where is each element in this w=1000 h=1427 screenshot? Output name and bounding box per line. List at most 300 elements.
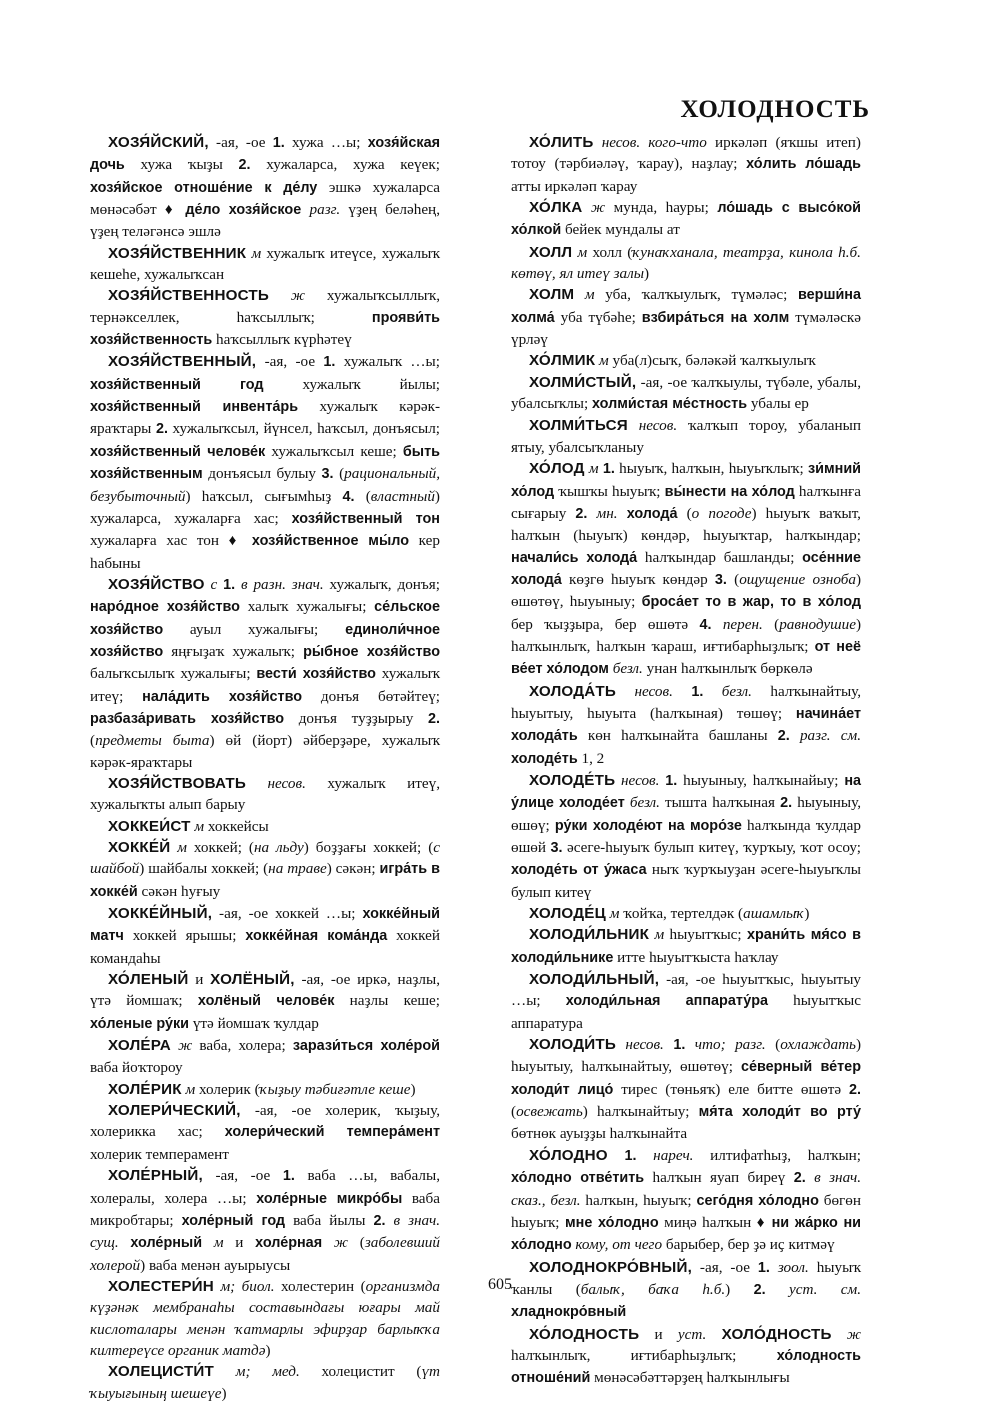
- italic-label: м: [584, 460, 599, 478]
- bold-phrase: 3.: [321, 466, 334, 483]
- text-run: иркәләп (яҡшы итеп) тотоу (тәрбиәләү, ҡарау), наҙлау;: [511, 134, 861, 173]
- text-run: холестерин (: [274, 1277, 366, 1295]
- text-run: хужа …ы;: [284, 134, 368, 151]
- headword: ХО́ЛОДНОСТЬ: [529, 1325, 640, 1343]
- italic-label: организмда күҙәнәк мембранаһы составындағы юғары май кислоталары менән ҡатмарлы эфирҙар барлыҡҡа килтереүсе органик матдә: [90, 1277, 440, 1359]
- dictionary-entry: [90, 903, 440, 969]
- bold-phrase: хо́леные ру́ки: [90, 1015, 190, 1032]
- bold-phrase: 1.: [323, 354, 336, 371]
- italic-label: властный: [370, 487, 435, 505]
- bold-phrase: холоде́ть от у́жаса: [511, 862, 647, 879]
- italic-label: в знач. сказ., безл.: [511, 1169, 861, 1209]
- dictionary-entry: [90, 1035, 440, 1079]
- bold-phrase: 1.: [624, 1147, 637, 1164]
- headword: ХОЛО́ДНОСТЬ: [721, 1325, 832, 1343]
- text-run: көҙгө һыуыҡ көндәр: [561, 570, 715, 588]
- text-run: холецистит (: [299, 1363, 422, 1381]
- headword: ХОЗЯ́ЙСТВОВАТЬ: [108, 774, 247, 792]
- bold-phrase: осе́нние холода́: [511, 549, 861, 588]
- italic-label: м: [572, 243, 588, 261]
- text-run: ) һалҡынайтыу;: [582, 1103, 699, 1121]
- italic-label: м: [649, 926, 665, 944]
- headword: ХОЛОДИ́ТЬ: [529, 1036, 616, 1054]
- running-head: ХОЛОДНОСТЬ: [680, 96, 870, 123]
- italic-label: с шайбой: [90, 839, 440, 878]
- headword: ХОЛЕ́РА: [108, 1037, 171, 1055]
- italic-label: ж: [322, 1234, 348, 1252]
- italic-label: ж: [269, 287, 306, 305]
- italic-label: кому, от чего: [571, 1236, 663, 1254]
- bold-phrase: хо́лодно отве́тить: [511, 1170, 645, 1187]
- dictionary-entry: [511, 969, 861, 1034]
- bold-phrase: начали́сь холода́: [511, 549, 638, 566]
- italic-label: равнодушие: [779, 615, 856, 633]
- italic-label: нареч.: [636, 1146, 694, 1164]
- italic-label: несов.: [615, 771, 660, 789]
- text-run: наҙлы кеше;: [334, 992, 440, 1010]
- italic-label: үт ҡыуығының шешеүе: [90, 1363, 440, 1402]
- text-run: донъя туҙҙырыу: [284, 709, 428, 727]
- dictionary-entry: [511, 284, 861, 350]
- italic-label: рациональный, безубыточный: [90, 465, 440, 505]
- text-run: (: [762, 615, 780, 633]
- bold-phrase: холоде́ть: [511, 750, 578, 767]
- headword: ХО́ЛОД: [529, 460, 585, 478]
- bold-phrase: единоли́чное хозя́йство: [90, 621, 440, 660]
- bold-phrase: мя́та холоди́т во рту́: [698, 1104, 861, 1121]
- italic-label: ашамлыҡ: [743, 905, 805, 923]
- bold-phrase: 1.: [282, 1168, 295, 1185]
- italic-label: м: [170, 839, 187, 856]
- dictionary-entry: [511, 242, 861, 285]
- headword: ХОЛОДИ́ЛЬНЫЙ,: [529, 971, 660, 989]
- dictionary-entry: [90, 351, 440, 573]
- italic-label: предметы быта: [95, 732, 210, 750]
- text-run: хужалыҡ кәрәк-яраҡтары: [90, 398, 441, 438]
- headword: ХОЛЕСТЕРИ́Н: [108, 1277, 214, 1295]
- dictionary-entry: [90, 243, 440, 286]
- text-run: һалҡын, һыуыҡ;: [580, 1191, 697, 1209]
- headword: ХОККЕ́Й: [108, 839, 171, 856]
- headword: ХОЗЯ́ЙСТВЕННИК: [108, 244, 247, 262]
- bold-phrase: начина́ет холода́ть: [511, 705, 861, 745]
- headword: ХОЛОДА́ТЬ: [529, 682, 617, 700]
- text-run: (: [765, 1036, 781, 1054]
- text-run: ): [644, 265, 650, 283]
- text-run: хужалыҡ итеү, хужалыҡты алып барыу: [90, 774, 440, 814]
- headword: ХОЛМИ́ТЬСЯ: [529, 417, 628, 435]
- text-run: уба түбәһе;: [554, 308, 642, 326]
- italic-label: м: [202, 1234, 224, 1252]
- bold-phrase: от неё ве́ет хо́лодом: [511, 638, 861, 678]
- italic-label: несов.: [627, 417, 678, 435]
- bold-phrase: хозя́йственный челове́к: [90, 443, 266, 460]
- text-run: -ая, -ое һыуытҡыс, һыуытыу …ы;: [511, 971, 861, 1010]
- italic-label: заболевший холерой: [90, 1234, 440, 1274]
- italic-label: м; биол.: [213, 1277, 275, 1295]
- text-run: ) хужаларса, хужаларға хас;: [90, 487, 440, 527]
- italic-label: м: [190, 817, 205, 835]
- bold-phrase: се́льское хозя́йство: [90, 599, 440, 638]
- italic-label: несов.: [615, 1036, 664, 1054]
- text-run: ) һыуытыу, һалҡынайтыу, өшөтөү;: [511, 1036, 862, 1076]
- text-run: ) өшөтөү, һыуыныу;: [511, 570, 862, 611]
- text-run: [618, 505, 627, 522]
- text-run: ҡалҡып тороу, убаланып ятыу, убалсыҡланыу: [511, 417, 861, 456]
- italic-label: охлаждать: [780, 1036, 856, 1054]
- italic-label: несов.: [616, 682, 673, 700]
- bold-phrase: 2.: [238, 157, 251, 174]
- text-run: хужаларға хас тон ♦: [90, 532, 252, 550]
- dictionary-entry: [511, 1145, 861, 1257]
- text-run: ) һаҡсыл, сығымһыҙ: [185, 487, 343, 505]
- text-run: тышта һалҡыная: [659, 794, 781, 812]
- bold-phrase: хозя́йская дочь: [90, 135, 440, 174]
- text-run: ваба микробтары;: [90, 1189, 440, 1229]
- bold-phrase: хо́лить ло́шадь: [746, 156, 861, 173]
- bold-phrase: 2.: [575, 505, 588, 522]
- bold-phrase: хозя́йственный тон: [291, 510, 440, 527]
- bold-phrase: верши́на холма́: [511, 287, 861, 326]
- dictionary-entry: [511, 924, 861, 969]
- text-run: һыуыныу, өшөү;: [511, 794, 861, 834]
- text-run: бөтнөк ауыҙҙы һалҡынайта: [511, 1125, 688, 1143]
- headword: ХОККЕИ́СТ: [108, 817, 191, 835]
- bold-phrase: быть хозя́йственным: [90, 443, 440, 483]
- text-run: халыҡ хужалығы;: [239, 598, 375, 616]
- text-run: эшкә хужаларса мөнәсәбәт ♦: [90, 178, 440, 219]
- text-run: һалҡында ҡулдар өшөй: [511, 816, 861, 856]
- text-run: ): [410, 1080, 416, 1098]
- text-run: барыбер, бер ҙә иҫ китмәү: [662, 1236, 835, 1254]
- text-run: холл (: [587, 243, 633, 261]
- headword: ХОЗЯ́ЙСТВО: [108, 575, 205, 593]
- italic-label: безл.: [703, 682, 752, 700]
- italic-label: ҡунаҡханала, театрҙа, кинола һ.б. көтөү, ял итеү залы: [511, 243, 861, 283]
- bold-phrase: 2.: [777, 728, 790, 745]
- text-run: ваба йылы: [285, 1211, 374, 1229]
- text-run: (: [511, 1103, 517, 1121]
- bold-phrase: наро́дное хозя́йство: [90, 599, 240, 616]
- text-run: унан һалҡынлыҡ бөркөлә: [642, 660, 813, 678]
- text-run: [673, 683, 691, 700]
- bold-phrase: хозя́йское отноше́ние к де́лу: [90, 179, 318, 196]
- text-run: ) боҙҙағы хоккей; (: [303, 839, 434, 856]
- bold-phrase: 1.: [757, 1259, 770, 1276]
- dictionary-entry: [90, 1100, 440, 1165]
- headword: ХОЛЕ́РНЫЙ,: [108, 1167, 203, 1185]
- bold-phrase: 1.: [691, 683, 704, 700]
- headword: ХОККЕ́ЙНЫЙ,: [108, 905, 213, 923]
- bold-phrase: холери́ческий темпера́мент: [224, 1124, 440, 1141]
- dictionary-entry: [511, 415, 861, 458]
- bold-phrase: сего́дня хо́лодно: [696, 1192, 819, 1209]
- headword: ХОЗЯ́ЙСТВЕННЫЙ,: [108, 353, 257, 371]
- headword: ХО́ЛОДНО: [529, 1146, 608, 1164]
- bold-phrase: храни́ть мя́со в холоди́льнике: [511, 927, 861, 966]
- headword: ХОЛОДЕ́ТЬ: [529, 771, 616, 789]
- text-run: и: [223, 1234, 256, 1252]
- italic-label: м: [605, 905, 620, 923]
- dictionary-entry: [511, 681, 861, 770]
- text-run: (: [333, 465, 345, 483]
- italic-label: с: [204, 575, 218, 593]
- bold-phrase: вести́ хозя́йство: [256, 666, 376, 683]
- text-run: хужалыҡсыллыҡ, тернәкселлек, һаҡсыллыҡ;: [90, 287, 440, 326]
- text-run: -ая, -ое холерик, ҡыҙыу, холерикка хас;: [90, 1102, 440, 1141]
- text-run: хужалыҡ, донъя;: [323, 575, 440, 593]
- italic-label: перен.: [711, 615, 763, 633]
- bold-phrase: ни жа́рко ни хо́лодно: [511, 1214, 861, 1254]
- text-run: [119, 1234, 131, 1251]
- dictionary-entry: [90, 1361, 440, 1404]
- text-run: уба, ҡалҡыулыҡ, түмәләс;: [594, 286, 798, 304]
- italic-label: м: [574, 286, 595, 304]
- bold-phrase: холми́стая ме́стность: [592, 396, 748, 413]
- italic-label: уст. см.: [765, 1280, 862, 1298]
- dictionary-entry: [511, 372, 861, 416]
- bold-phrase: на у́лице холоде́ет: [511, 772, 862, 812]
- bold-phrase: холе́рный год: [181, 1212, 286, 1229]
- bold-phrase: 4.: [342, 488, 355, 505]
- text-run: һыуыныу, һалҡынайыу;: [677, 771, 845, 789]
- bold-phrase: вы́нести на хо́лод: [664, 483, 795, 500]
- text-run: һаҡсыллыҡ күрһәтеү: [212, 331, 352, 349]
- bold-phrase: 1.: [272, 135, 285, 151]
- bold-phrase: холода́: [626, 505, 678, 522]
- headword: ХО́ЛКА: [529, 199, 583, 217]
- bold-phrase: ры́бное хозя́йство: [303, 643, 441, 660]
- bold-phrase: де́ло хозя́йское: [185, 202, 302, 219]
- headword: ХОЛЕ́РИК: [108, 1080, 182, 1098]
- text-run: ): [804, 905, 810, 923]
- text-run: (: [677, 504, 692, 522]
- bold-phrase: се́верный ве́тер холоди́т лицо́: [511, 1059, 861, 1098]
- text-run: хужалыҡ итеүсе, хужалыҡ кешеһе, хужалыҡсан: [90, 244, 440, 284]
- text-run: итте һыуытҡыста һаҡлау: [613, 948, 779, 966]
- text-run: [706, 1326, 721, 1343]
- headword: ХОЛМИ́СТЫЙ,: [529, 373, 637, 391]
- italic-label: в разн. знач.: [235, 575, 324, 593]
- text-run: [608, 1147, 625, 1164]
- headword: ХОЗЯ́ЙСТВЕННОСТЬ: [108, 287, 270, 305]
- italic-label: м: [181, 1080, 196, 1098]
- italic-label: м; мед.: [214, 1363, 300, 1381]
- text-run: ) һалҡынлыҡ, һалҡын ҡараш, иғтибарһыҙлыҡ;: [511, 615, 861, 655]
- text-run: атты иркәләп ҡарау: [511, 177, 638, 195]
- page-number: 605: [488, 1276, 512, 1293]
- text-run: ваба …ы, вабалы, холералы, холера …ы;: [90, 1167, 440, 1207]
- text-run: миңә һалҡын ♦: [658, 1213, 772, 1231]
- bold-phrase: броса́ет то в жар, то в хо́лод: [641, 594, 861, 611]
- bold-phrase: игра́ть в хокке́й: [90, 861, 441, 900]
- dictionary-entry: [90, 574, 440, 773]
- bold-phrase: 1.: [602, 461, 615, 478]
- text-run: һыуытҡыс;: [664, 926, 747, 944]
- text-run: -ая, -ое хоккей …ы;: [212, 905, 363, 923]
- text-run: ваба, холера;: [192, 1037, 293, 1055]
- dictionary-entry: [511, 770, 861, 903]
- text-run: ) шайбалы хоккей; (: [139, 860, 269, 878]
- bold-phrase: зи́мний хо́лод: [511, 461, 862, 500]
- italic-label: в знач. сущ.: [90, 1211, 440, 1252]
- text-run: ҡойҡа, тертелдәк (: [619, 905, 744, 923]
- headword: ХО́ЛЕНЫЙ: [108, 971, 189, 989]
- text-run: (: [90, 732, 96, 750]
- bold-phrase: 2.: [427, 710, 440, 727]
- text-run: һыуыҡ ҡанлы (: [511, 1258, 861, 1298]
- text-run: ныҡ ҡурҡыуҙан әсеге-һыуыҡлы булып китеү: [511, 861, 861, 901]
- italic-label: освежать: [516, 1103, 583, 1121]
- text-run: -ая, -ое: [202, 1167, 283, 1185]
- bold-phrase: холёный челове́к: [197, 993, 335, 1010]
- bold-phrase: 2.: [753, 1281, 766, 1298]
- headword: ХОЛЕЦИСТИ́Т: [108, 1363, 215, 1381]
- italic-label: ж: [170, 1037, 193, 1055]
- headword: ХОЛЛ: [529, 243, 573, 261]
- bold-phrase: хо́лодность отноше́ний: [511, 1347, 861, 1387]
- text-run: хоккейсы: [204, 817, 269, 835]
- text-run: -ая, -ое: [208, 134, 273, 151]
- text-run: ҡышҡы һыуыҡ;: [554, 482, 665, 500]
- text-run: хужалыҡ итеү;: [90, 665, 440, 705]
- bold-phrase: холе́рная: [255, 1235, 323, 1252]
- headword: ХО́ЛИТЬ: [529, 134, 594, 151]
- bold-phrase: холоди́льная аппарату́ра: [565, 993, 769, 1010]
- italic-label: что; разг.: [685, 1036, 766, 1054]
- text-run: илтифатһыҙ, һалҡын;: [693, 1146, 862, 1164]
- text-run: убалы ер: [747, 395, 809, 413]
- text-run: һалҡын яуап биреү: [644, 1169, 794, 1187]
- italic-label: о погоде: [691, 504, 752, 522]
- italic-label: на льду: [253, 839, 304, 856]
- text-run: хужалыҡсыл, йүнсел, һаҡсыл, донъясыл;: [167, 420, 440, 438]
- bold-phrase: 3.: [550, 840, 563, 856]
- text-run: ваба йоҡтороу: [90, 1059, 183, 1077]
- italic-label: ж: [831, 1325, 861, 1343]
- text-run: хоккей командаһы: [90, 927, 440, 967]
- italic-label: ж: [582, 199, 606, 217]
- text-run: хоккей ярышы;: [123, 927, 246, 945]
- italic-label: м: [595, 352, 609, 370]
- text-run: бер ҡыҙҙыра, бер өшөтә: [511, 615, 700, 633]
- bold-phrase: 3.: [714, 571, 727, 588]
- text-run: хужаларса, хужа кеүек;: [250, 156, 440, 174]
- italic-label: на траве: [268, 860, 327, 878]
- dictionary-entry: [90, 132, 440, 243]
- bold-phrase: хозя́йственное мы́ло: [251, 533, 409, 550]
- right-column: [511, 132, 861, 1390]
- text-run: мөнәсәбәттәрҙең һалҡынлығы: [590, 1369, 790, 1387]
- bold-phrase: 1.: [673, 1037, 686, 1054]
- bold-phrase: хокке́йный матч: [90, 906, 440, 945]
- dictionary-entry: [90, 837, 440, 903]
- text-run: [664, 1036, 673, 1053]
- dictionary-entry: [90, 1079, 440, 1100]
- text-run: донъя бөтәйтеү;: [302, 687, 441, 705]
- bold-phrase: разбаза́ривать хозя́йство: [90, 710, 285, 727]
- text-run: ауыл хужалығы;: [163, 620, 346, 638]
- dictionary-entry: [90, 1165, 440, 1276]
- text-run: ): [265, 1341, 271, 1359]
- text-run: и: [639, 1325, 678, 1343]
- bold-phrase: хладнокро́вный: [511, 1304, 627, 1321]
- left-column: [90, 132, 440, 1404]
- dictionary-entry: [511, 350, 861, 371]
- italic-label: безл.: [608, 660, 643, 678]
- text-run: холерик (: [195, 1080, 260, 1098]
- text-run: сәкән һуғыу: [137, 882, 221, 900]
- text-run: уба(л)сыҡ, бәләкәй ҡалҡыулыҡ: [608, 352, 816, 370]
- italic-label: уст.: [677, 1325, 707, 1343]
- dictionary-entry: [90, 969, 440, 1035]
- text-run: донъясыл булыу: [202, 465, 322, 483]
- dictionary-entry: [511, 458, 861, 680]
- dictionary-entry: [90, 285, 440, 351]
- italic-label: несов.: [246, 774, 306, 792]
- dictionary-entry: [511, 1324, 861, 1390]
- text-run: хужалыҡсыл кеше;: [265, 442, 403, 460]
- headword: ХОЛЕРИ́ЧЕСКИЙ,: [108, 1102, 241, 1120]
- dictionary-entry: [511, 197, 861, 242]
- text-run: үтә йомшаҡ ҡулдар: [189, 1014, 319, 1032]
- text-run: хужалыҡ йылы;: [263, 375, 440, 393]
- bold-phrase: прояви́ть хозя́йственность: [90, 309, 440, 349]
- text-run: һыуытҡыс аппаратура: [511, 992, 861, 1032]
- italic-label: мн.: [587, 504, 618, 522]
- bold-phrase: 4.: [699, 616, 712, 633]
- text-run: һалҡындар башланды;: [637, 548, 803, 566]
- text-run: тирес (төньяҡ) еле битте өшөтә: [613, 1080, 849, 1098]
- text-run: әсеге-һыуыҡ булып китеү, ҡурҡыу, ҡот осоу;: [562, 839, 861, 856]
- bold-phrase: ру́ки холоде́ют на моро́зе: [554, 817, 742, 834]
- text-run: ) өй (йорт) әйберҙәре, хужалыҡ кәрәк-яраҡтары: [90, 732, 441, 771]
- text-run: -ая, -ое иркә, наҙлы, үтә йомшаҡ;: [90, 971, 440, 1010]
- bold-phrase: 2.: [793, 1170, 806, 1187]
- bold-phrase: мне хо́лодно: [565, 1214, 659, 1231]
- bold-phrase: зарази́ться холе́рой: [292, 1038, 440, 1055]
- italic-label: разг.: [301, 201, 341, 219]
- bold-phrase: хозя́йственный год: [90, 376, 264, 393]
- text-run: ) ваба менән ауырыусы: [140, 1256, 291, 1274]
- dictionary-entry: [90, 816, 440, 837]
- bold-phrase: 2.: [155, 421, 168, 438]
- text-run: һалҡынлыҡ, иғтибарһыҙлыҡ;: [511, 1346, 777, 1364]
- dictionary-entry: [511, 1034, 861, 1145]
- italic-label: безл.: [624, 794, 660, 812]
- text-run: һыуыҡ, һалҡын, һыуыҡлыҡ;: [614, 460, 808, 478]
- bold-phrase: хозя́йственный инвента́рь: [90, 399, 299, 416]
- bold-phrase: взбира́ться на холм: [641, 309, 790, 326]
- text-run: (: [726, 570, 740, 588]
- text-run: хоккей; (: [186, 839, 254, 856]
- text-run: үҙең беләһең, үҙең теләгәнсә эшлә: [90, 201, 440, 241]
- text-run: түмәләскә үрләү: [511, 308, 861, 349]
- italic-label: разг. см.: [789, 727, 861, 745]
- text-run: һалҡынға сығарыу: [511, 482, 861, 522]
- text-run: ): [221, 1384, 227, 1402]
- bold-phrase: холе́рные микро́бы: [256, 1190, 403, 1207]
- bold-phrase: 2.: [848, 1081, 861, 1098]
- text-run: (: [354, 487, 371, 505]
- text-run: -ая, -ое: [256, 353, 324, 371]
- text-run: һалҡынайтыу, һыуытыу, һыуыта (һалҡыная) төшөү;: [511, 682, 862, 722]
- text-run: (: [347, 1234, 365, 1252]
- text-run: хужалыҡ …ы;: [335, 353, 440, 371]
- italic-label: зоол.: [769, 1258, 809, 1276]
- headword: ХОЛОДИ́ЛЬНИК: [529, 926, 650, 944]
- italic-label: балыҡ, баҡа һ.б.: [580, 1280, 726, 1298]
